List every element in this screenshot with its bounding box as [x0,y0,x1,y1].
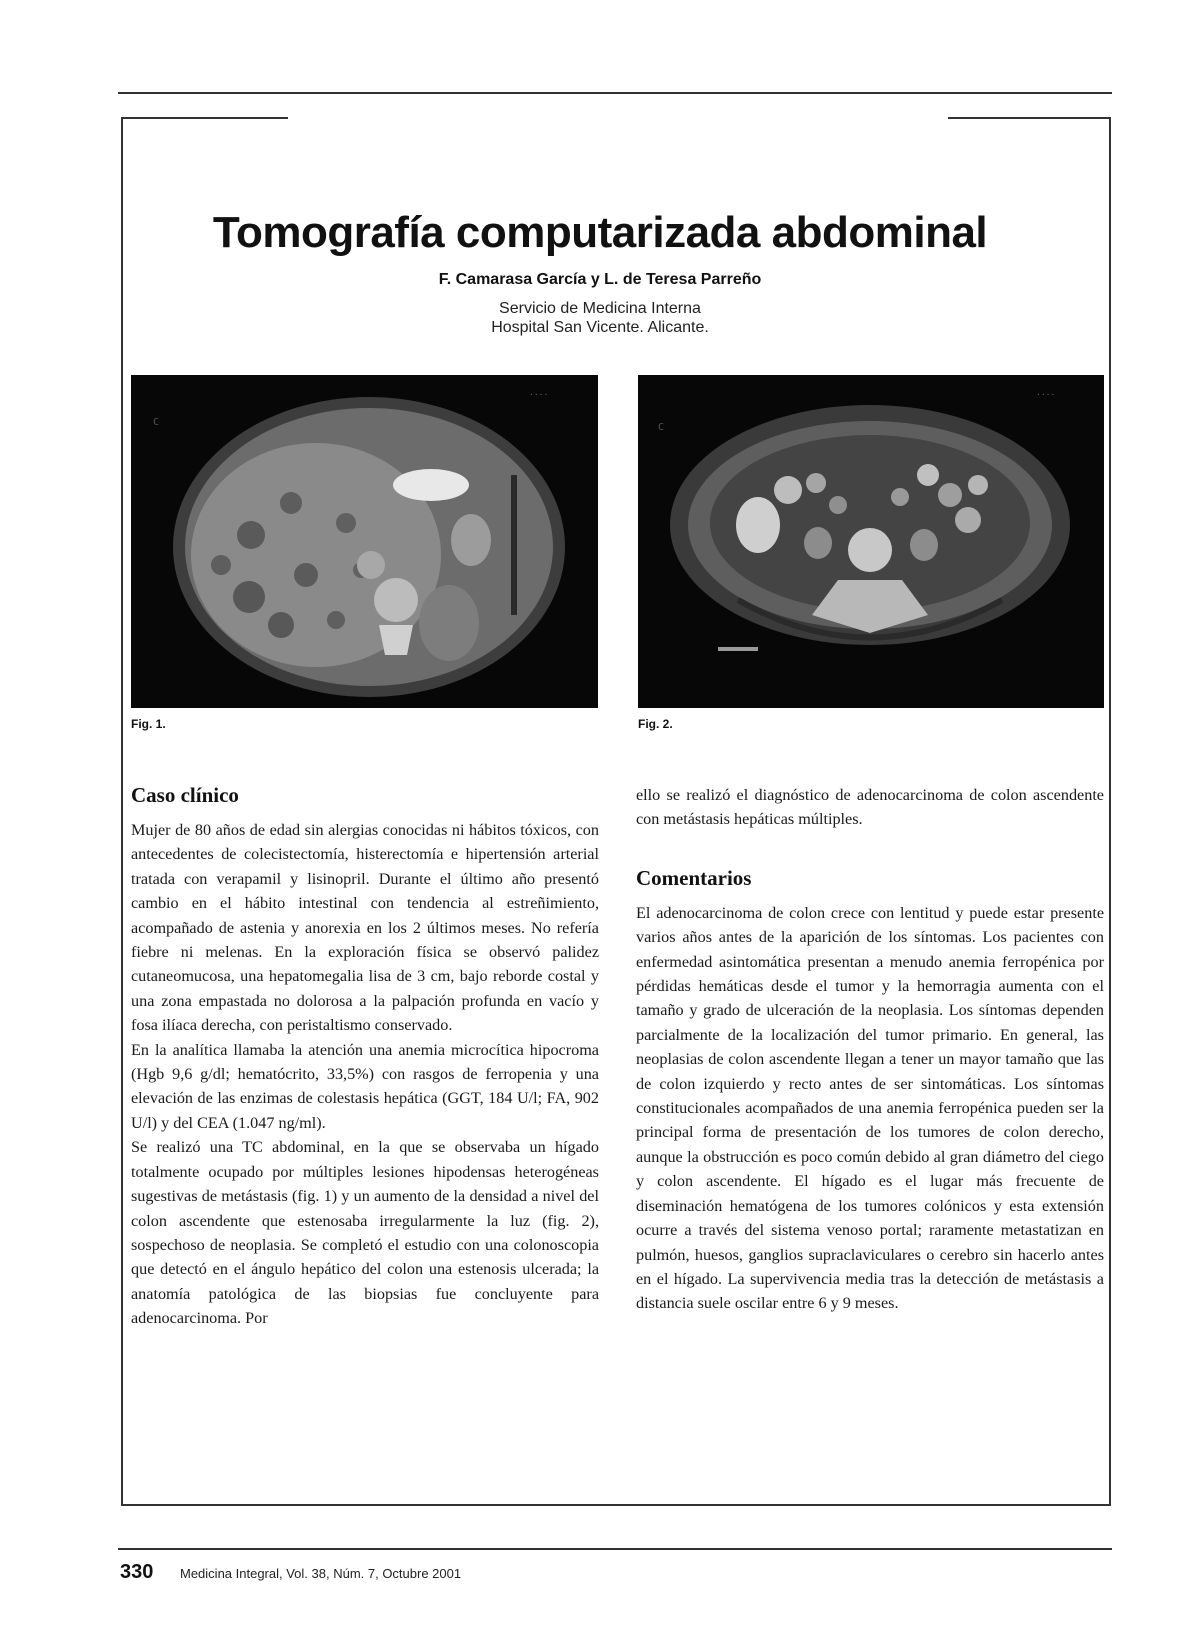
heading-comentarios: Comentarios [636,865,752,890]
caso-paragraph-2: En la analítica llamaba la atención una anemia microcítica hipocroma (Hgb 9,6 g/dl; hematócrito, 33,5%) con rasgos de ferropenia y una elevación de las enzimas de colestasis hepática (GGT, 184 U/l; FA, 902 U/l) y del CEA (1.047 ng/ml). [131,1040,599,1132]
caso-continuation: ello se realizó el diagnóstico de adenocarcinoma de colon ascendente con metástasis hepáticas múltiples. [636,786,1104,829]
svg-text:C: C [658,422,665,433]
page-number: 330 [120,1561,154,1583]
left-column [131,783,599,1331]
svg-text:....: .... [529,388,549,397]
comentarios-paragraph-1: El adenocarcinoma de colon crece con lentitud y puede estar presente varios años antes de la aparición de los síntomas. Los pacientes con enfermedad asintomática presentan a menudo anemia ferropénica por pérdidas hemáticas desde el tumor y la hemorragia aumenta con el tamaño y grado de ulceración de la neoplasia. Los síntomas dependen parcialmente de la localización del tumor primario. En general, las neoplasias de colon ascendente llegan a tener un mayor tamaño que las de colon izquierdo y recto antes de ser sintomáticas. Los síntomas constitucionales acompañados de una anemia ferropénica pueden ser la principal forma de presentación de los tumores de colon derecho, aunque la obstrucción es poco común debido al gran diámetro del ciego y colon ascendente. El hígado es el lugar más frecuente de diseminación hematógena de los tumores colónicos y esta extensión ocurre a través del sistema venoso portal; raramente metastatizan en pulmón, huesos, ganglios supraclaviculares o cerebro sin hacerlo antes en el hígado. La supervivencia media tras la detección de metástasis a distancia suele oscilar entre 6 y 9 meses. [636,903,1104,1313]
bottom-rule [118,1548,1112,1550]
figure-1-ct-image [131,375,598,708]
figure-2-ct-image [638,375,1104,708]
svg-text:....: .... [1036,388,1056,397]
top-rule [118,92,1112,94]
caso-paragraph-3: Se realizó una TC abdominal, en la que se observaba un hígado totalmente ocupado por múltiples lesiones hipodensas heterogéneas sugestivas de metástasis (fig. 1) y un aumento de la densidad a nivel del colon ascendente que estenosaba irregularmente la luz (fig. 2), sospechoso de neoplasia. Se completó el estudio con una colonoscopia que detectó en el ángulo hepático del colon una estenosis ulcerada; la anatomía patológica de las biopsias fue concluyente para adenocarcinoma. Por [131,1138,599,1328]
article-authors: F. Camarasa García y L. de Teresa Parreño [438,271,762,288]
figure-2-caption: Fig. 2. [638,717,673,731]
article-title: Tomografía computarizada abdominal [212,208,988,257]
affiliation-hospital: Hospital San Vicente. Alicante. [491,319,709,336]
caso-paragraph-1: Mujer de 80 años de edad sin alergias conocidas ni hábitos tóxicos, con antecedentes de colecistectomía, histerectomía e hipertensión arterial tratada con verapamil y lisinopril. Durante el último año presentó cambio en el hábito intestinal con tendencia al estreñimiento, acompañado de astenia y anorexia en los 2 últimos meses. No refería fiebre ni melenas. En la exploración física se observó palidez cutaneomucosa, una hepatomegalia lisa de 3 cm, bajo reborde costal y una zona empastada no dolorosa a la palpación profunda en vacío y fosa ilíaca derecha, con peristaltismo conservado. [131,821,599,1035]
frame-gap [288,113,948,121]
right-column [636,783,1104,1316]
figure-1-caption: Fig. 1. [131,717,166,731]
svg-text:C: C [153,417,160,428]
heading-caso-clinico: Caso clínico [131,783,239,807]
journal-citation: Medicina Integral, Vol. 38, Núm. 7, Octubre 2001 [180,1566,462,1581]
affiliation-service: Servicio de Medicina Interna [499,300,701,317]
